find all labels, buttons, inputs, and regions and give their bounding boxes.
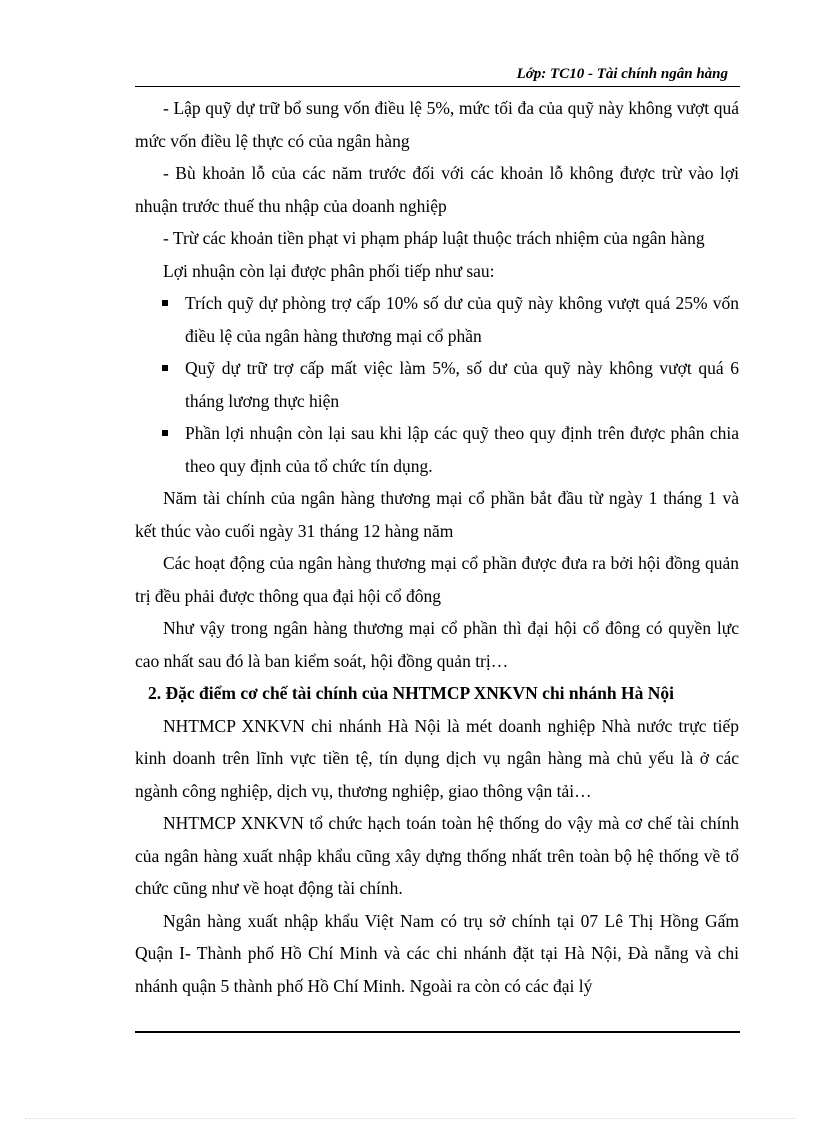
square-bullet-icon	[162, 365, 168, 371]
paragraph-fiscal-year: Năm tài chính của ngân hàng thương mại cổ phần bắt đầu từ ngày 1 tháng 1 và kết thúc vào cuối ngày 31 tháng 12 hàng năm	[135, 488, 739, 541]
square-bullet-icon	[162, 430, 168, 436]
list-item-text: Phần lợi nhuận còn lại sau khi lập các quỹ theo quy định trên được phân chia theo quy định của tổ chức tín dụng.	[185, 423, 739, 476]
header-class-label: Lớp: TC10 - Tài chính ngân hàng	[516, 66, 728, 82]
list-item-text: Quỹ dự trữ trợ cấp mất việc làm 5%, số dư của quỹ này không vượt quá 6 tháng lương thực hiện	[185, 358, 739, 411]
list-item	[135, 352, 739, 417]
paragraph-reserve-fund: - Lập quỹ dự trữ bổ sung vốn điều lệ 5%, mức tối đa của quỹ này không vượt quá mức vốn điều lệ thực có của ngân hàng	[135, 98, 739, 151]
page-edge-divider	[25, 1118, 795, 1119]
footer-divider	[135, 1031, 740, 1033]
page-header	[135, 62, 740, 87]
list-item	[135, 287, 739, 352]
paragraph-remaining-profit: Lợi nhuận còn lại được phân phối tiếp như sau:	[163, 260, 495, 281]
paragraph-fines: - Trừ các khoản tiền phạt vi phạm pháp luật thuộc trách nhiệm của ngân hàng	[163, 228, 705, 248]
paragraph-headquarters: Ngân hàng xuất nhập khẩu Việt Nam có trụ sở chính tại 07 Lê Thị Hồng Gấm Quận I- Thành phố Hồ Chí Minh và các chi nhánh đặt tại Hà Nội, Đà nẵng và chi nhánh quận 5 thành phố Hồ Chí Minh. Ngoài ra còn có các đại lý	[135, 910, 739, 996]
profit-distribution-list	[135, 287, 739, 482]
square-bullet-icon	[162, 300, 168, 306]
section-heading: 2. Đặc điểm cơ chế tài chính của NHTMCP XNKVN chi nhánh Hà Nội	[148, 683, 674, 703]
list-item-text: Trích quỹ dự phòng trợ cấp 10% số dư của quỹ này không vượt quá 25% vốn điều lệ của ngân hàng thương mại cổ phần	[185, 293, 739, 346]
list-item	[135, 417, 739, 482]
paragraph-shareholder-power: Như vậy trong ngân hàng thương mại cổ phần thì đại hội cổ đông có quyền lực cao nhất sau đó là ban kiểm soát, hội đồng quản trị…	[135, 618, 739, 671]
paragraph-board-activities: Các hoạt động của ngân hàng thương mại cổ phần được đưa ra bởi hội đồng quản trị đều phải được thông qua đại hội cổ đông	[135, 553, 739, 606]
document-body	[135, 92, 739, 1002]
paragraph-branch-description: NHTMCP XNKVN chi nhánh Hà Nội là mét doanh nghiệp Nhà nước trực tiếp kinh doanh trên lĩnh vực tiền tệ, tín dụng dịch vụ ngân hàng mà chủ yếu là ở các ngành công nghiệp, dịch vụ, thương nghiệp, giao thông vận tải…	[135, 715, 739, 801]
paragraph-accounting-system: NHTMCP XNKVN tổ chức hạch toán toàn hệ thống do vậy mà cơ chế tài chính của ngân hàng xuất nhập khẩu cũng xây dựng thống nhất trên toàn bộ hệ thống về tổ chức cũng như về hoạt động tài chính.	[135, 813, 739, 898]
paragraph-loss-offset: - Bù khoản lỗ của các năm trước đối với các khoản lỗ không được trừ vào lợi nhuận trước thuế thu nhập của doanh nghiệp	[135, 163, 739, 216]
